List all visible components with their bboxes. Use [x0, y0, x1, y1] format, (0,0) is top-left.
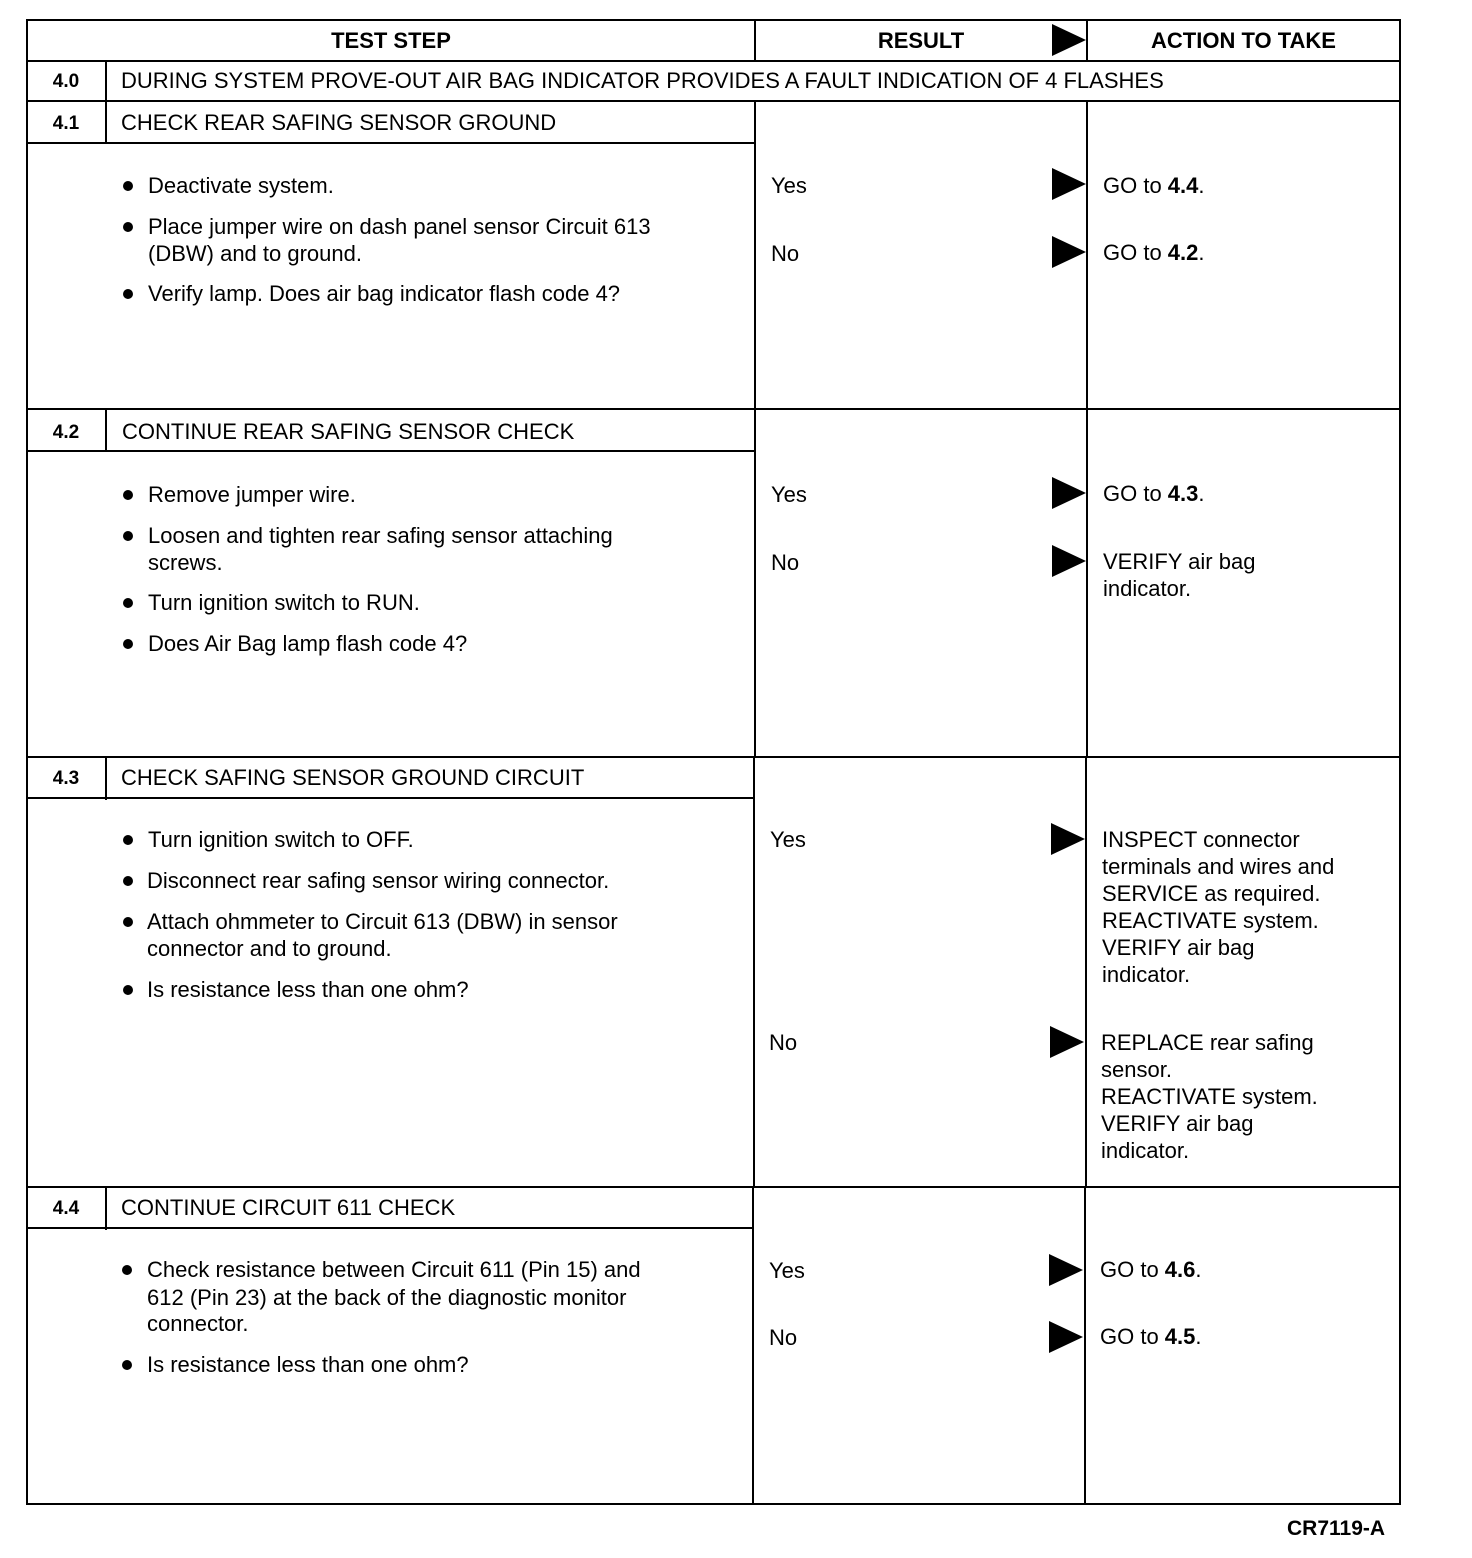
result-no: No [769, 1030, 798, 1055]
bullet-icon [123, 181, 133, 191]
action-text: VERIFY air bag [1103, 549, 1256, 574]
bullet-icon [123, 490, 133, 500]
action-text: REPLACE rear safing [1101, 1030, 1314, 1055]
action-text: GO to 4.4. [1103, 173, 1205, 198]
action-text: GO to 4.2. [1103, 240, 1205, 265]
bullet-text: (DBW) and to ground. [148, 241, 362, 266]
bullet-icon [123, 917, 133, 927]
action-text: GO to 4.3. [1103, 481, 1205, 506]
result-yes: Yes [771, 482, 807, 507]
action-text: REACTIVATE system. [1102, 908, 1319, 933]
step-4-0-number: 4.0 [52, 71, 80, 92]
arrow-icon [1051, 823, 1085, 855]
bullet-text: Deactivate system. [148, 173, 334, 198]
step-4-0-title: DURING SYSTEM PROVE-OUT AIR BAG INDICATOR PROVIDES A FAULT INDICATION OF 4 FLASHES [121, 68, 1164, 93]
arrow-icon [1050, 1026, 1084, 1058]
arrow-icon [1052, 545, 1086, 577]
bullet-icon [123, 222, 133, 232]
result-yes: Yes [769, 1258, 805, 1283]
bullet-icon [123, 531, 133, 541]
action-text: SERVICE as required. [1102, 881, 1321, 906]
bullet-text: Does Air Bag lamp flash code 4? [148, 631, 468, 656]
result-no: No [771, 550, 800, 575]
bullet-icon [123, 835, 133, 845]
step-title: CHECK REAR SAFING SENSOR GROUND [121, 110, 557, 135]
bullet-text: Loosen and tighten rear safing sensor attaching [148, 523, 613, 548]
step-title: CONTINUE REAR SAFING SENSOR CHECK [122, 419, 575, 444]
action-text: indicator. [1101, 1138, 1190, 1163]
step-number: 4.3 [52, 768, 80, 789]
bullet-text: connector. [147, 1311, 249, 1336]
action-text: INSPECT connector [1102, 827, 1300, 852]
arrow-icon [1049, 1321, 1083, 1353]
action-text: indicator. [1102, 962, 1191, 987]
header-arrow-icon [1052, 24, 1086, 56]
bullet-icon [123, 985, 133, 995]
bullet-icon [123, 639, 133, 649]
bullet-text: connector and to ground. [147, 936, 392, 961]
step-title: CHECK SAFING SENSOR GROUND CIRCUIT [121, 765, 585, 790]
bullet-text: Is resistance less than one ohm? [147, 1352, 469, 1377]
bullet-text: Is resistance less than one ohm? [147, 977, 469, 1002]
bullet-icon [123, 289, 133, 299]
bullet-text: Place jumper wire on dash panel sensor Circuit 613 [148, 214, 651, 239]
bullet-icon [123, 876, 133, 886]
action-text: VERIFY air bag [1101, 1111, 1254, 1136]
header-test-step: TEST STEP [331, 28, 451, 53]
bullet-text: Turn ignition switch to RUN. [148, 590, 420, 615]
arrow-icon [1049, 1254, 1083, 1286]
step-title: CONTINUE CIRCUIT 611 CHECK [121, 1195, 456, 1220]
step-number: 4.4 [52, 1198, 80, 1219]
action-text: terminals and wires and [1102, 854, 1335, 879]
bullet-text: Turn ignition switch to OFF. [148, 827, 414, 852]
bullet-text: 612 (Pin 23) at the back of the diagnostic monitor [147, 1285, 627, 1310]
result-no: No [771, 241, 800, 266]
figure-code: CR7119-A [1287, 1517, 1386, 1540]
bullet-text: Remove jumper wire. [148, 482, 356, 507]
bullet-text: Disconnect rear safing sensor wiring connector. [147, 868, 610, 893]
result-yes: Yes [771, 173, 807, 198]
bullet-text: screws. [148, 550, 223, 575]
bullet-text: Verify lamp. Does air bag indicator flash code 4? [148, 281, 621, 306]
action-text: GO to 4.6. [1100, 1257, 1202, 1282]
action-text: REACTIVATE system. [1101, 1084, 1318, 1109]
arrow-icon [1052, 477, 1086, 509]
step-number: 4.2 [52, 422, 80, 443]
arrow-icon [1052, 236, 1086, 268]
bullet-text: Check resistance between Circuit 611 (Pin 15) and [147, 1257, 641, 1282]
arrow-icon [1052, 168, 1086, 200]
result-yes: Yes [770, 827, 806, 852]
action-text: VERIFY air bag [1102, 935, 1255, 960]
bullet-icon [122, 1265, 132, 1275]
action-text: GO to 4.5. [1100, 1324, 1202, 1349]
header-result: RESULT [877, 28, 965, 53]
step-number: 4.1 [52, 113, 80, 134]
bullet-icon [123, 598, 133, 608]
header-action: ACTION TO TAKE [1151, 28, 1336, 53]
bullet-icon [122, 1360, 132, 1370]
result-no: No [769, 1325, 798, 1350]
action-text: indicator. [1103, 576, 1192, 601]
action-text: sensor. [1101, 1057, 1172, 1082]
bullet-text: Attach ohmmeter to Circuit 613 (DBW) in sensor [147, 909, 618, 934]
